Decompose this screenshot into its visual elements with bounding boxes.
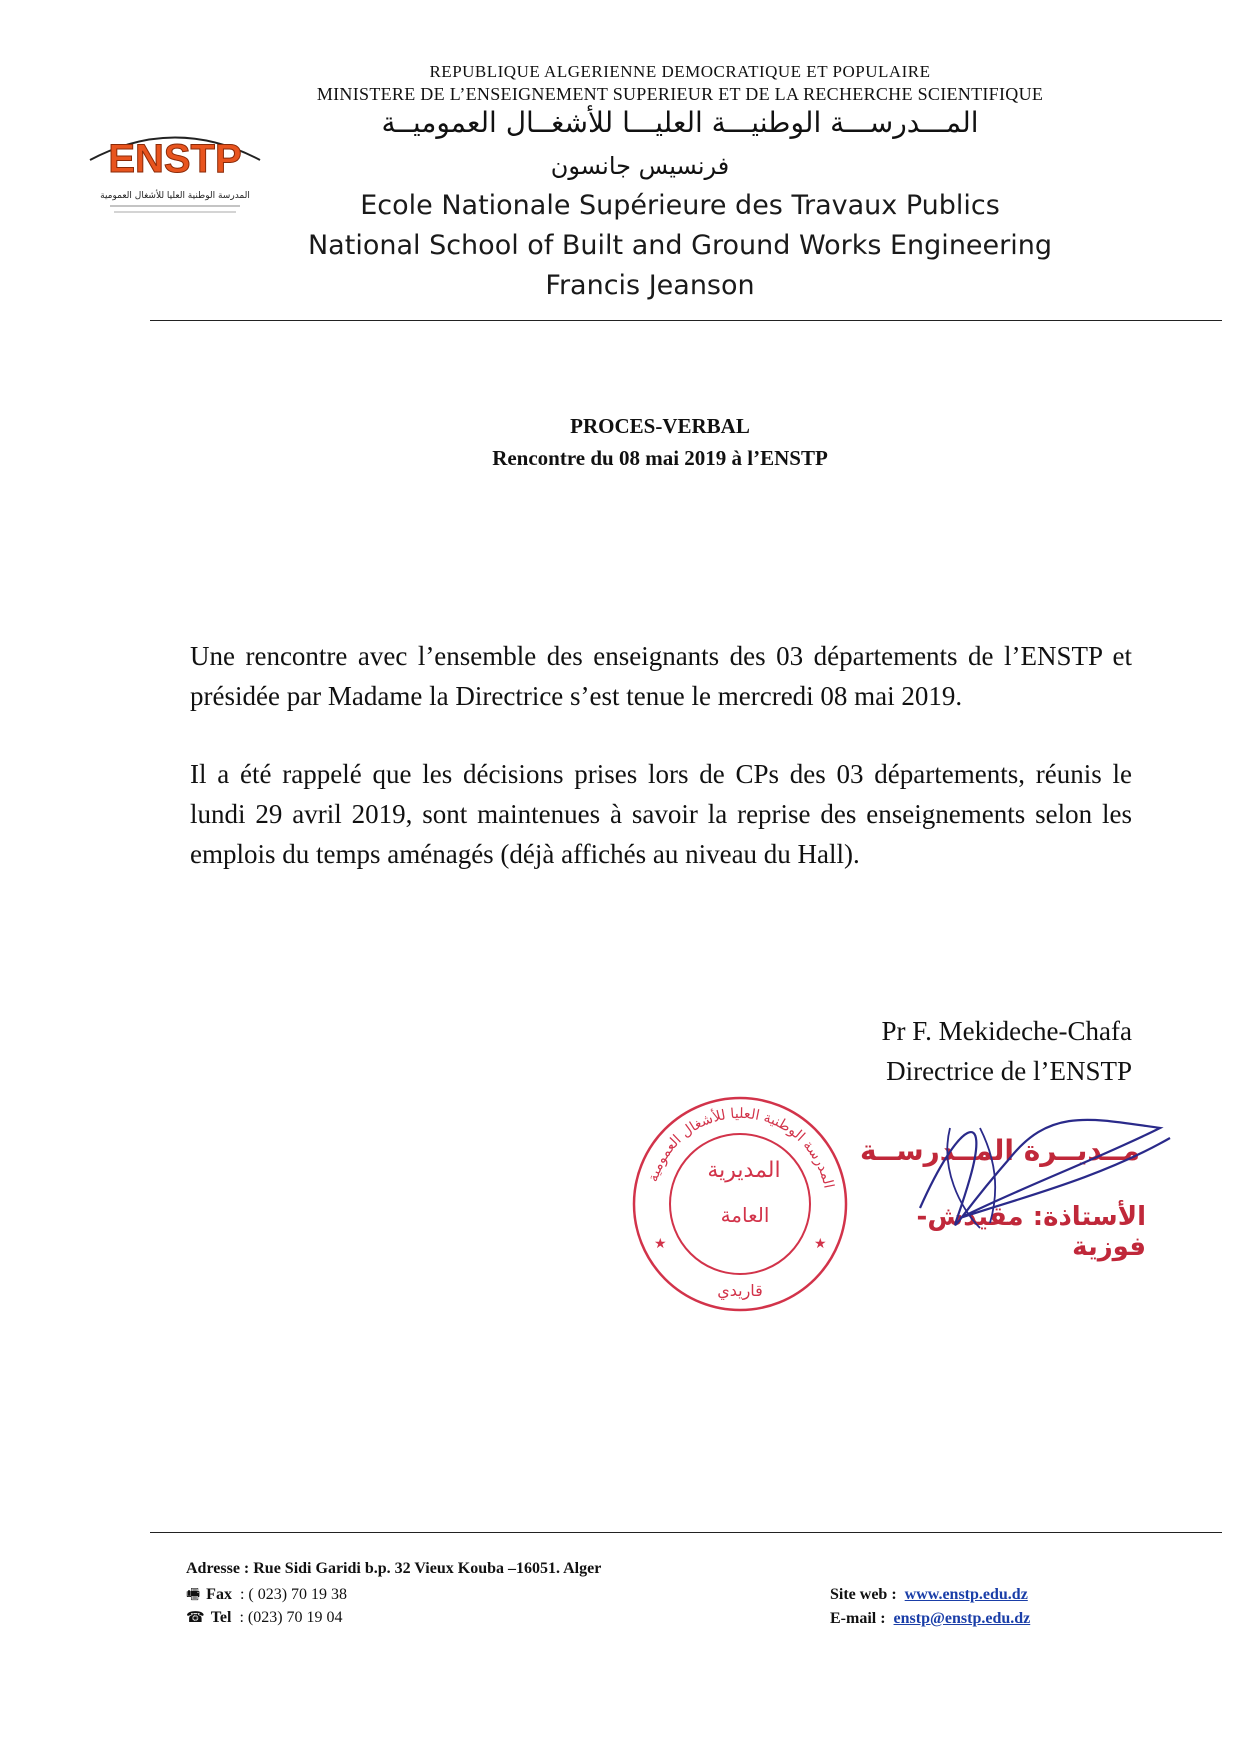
email-line (830, 1610, 1130, 1628)
website-link[interactable]: www.enstp.edu.dz (904, 1586, 1028, 1603)
stamp-center-text-2: العامة (720, 1203, 770, 1227)
logo-arabic-text: المدرسة الوطنية العليا للأشغال العمومية (100, 191, 250, 201)
school-name-fr: Ecole Nationale Supérieure des Travaux Publics (360, 190, 1000, 221)
signature-stroke (920, 1120, 1170, 1225)
tel-line (186, 1608, 343, 1627)
arabic-patron-name: فرنسيس جانسون (550, 152, 730, 180)
fax-icon: 🖷 (186, 1587, 201, 1603)
fax-label: Fax (206, 1586, 232, 1603)
fax-value: : ( 023) 70 19 38 (239, 1586, 348, 1603)
arabic-school-name: المـــدرســـة الوطنيـــة العليـــا للأشغــال العموميــة (381, 106, 979, 139)
director-title-arabic: مــديــرة المــدرســة (860, 1134, 1140, 1167)
email-link[interactable]: enstp@enstp.edu.dz (893, 1610, 1031, 1627)
website-line (830, 1586, 1130, 1604)
website-label: Site web : (830, 1586, 897, 1603)
school-patron: Francis Jeanson (545, 270, 755, 301)
tel-label: Tel (210, 1609, 232, 1626)
ministry-heading: MINISTERE DE L’ENSEIGNEMENT SUPERIEUR ET DE LA RECHERCHE SCIENTIFIQUE (316, 84, 1044, 104)
phone-icon: ☎ (186, 1610, 205, 1626)
stamp-center-text-1: المديرية (707, 1158, 781, 1183)
body-paragraph-2: Il a été rappelé que les décisions prises lors de CPs des 03 départements, réunis le lundi 29 avril 2019, sont maintenues à savoir la reprise des enseignements selon les emplois du temps aménagés (déjà affichés au niveau du Hall). (190, 759, 1132, 869)
body-paragraph-1: Une rencontre avec l’ensemble des enseignants des 03 départements de l’ENSTP et présidée par Madame la Directrice s’est tenue le mercredi 08 mai 2019. (190, 641, 1132, 711)
document-title: PROCES-VERBAL (570, 414, 750, 438)
handwritten-signature (900, 1098, 1180, 1238)
header-divider (150, 320, 1222, 321)
director-name-arabic: الأستاذة: مقيدش-فوزية (916, 1202, 1146, 1262)
document-subtitle: Rencontre du 08 mai 2019 à l’ENSTP (492, 446, 828, 470)
address-line: Adresse : Rue Sidi Garidi b.p. 32 Vieux Kouba –16051. Alger (186, 1560, 602, 1577)
signatory-role: Directrice de l’ENSTP (886, 1056, 1132, 1086)
enstp-logo (80, 120, 270, 230)
stamp-bottom-text: قاريدي (717, 1281, 763, 1300)
republic-heading: REPUBLIQUE ALGERIENNE DEMOCRATIQUE ET POPULAIRE (429, 62, 931, 81)
fax-line (186, 1584, 347, 1609)
tel-value: : (023) 70 19 04 (239, 1609, 343, 1626)
footer-divider (150, 1532, 1222, 1533)
logo-text: ENSTP (108, 137, 242, 181)
school-name-en: National School of Built and Ground Works Engineering (307, 230, 1053, 261)
stamp-star-icon: ★ (654, 1237, 667, 1252)
signatory-name: Pr F. Mekideche-Chafa (881, 1016, 1132, 1046)
email-label: E-mail : (830, 1610, 886, 1627)
stamp-ring-text: المدرسة الوطنية العليا للأشغال العمومية (645, 1105, 837, 1190)
stamp-star-icon: ★ (814, 1237, 827, 1252)
